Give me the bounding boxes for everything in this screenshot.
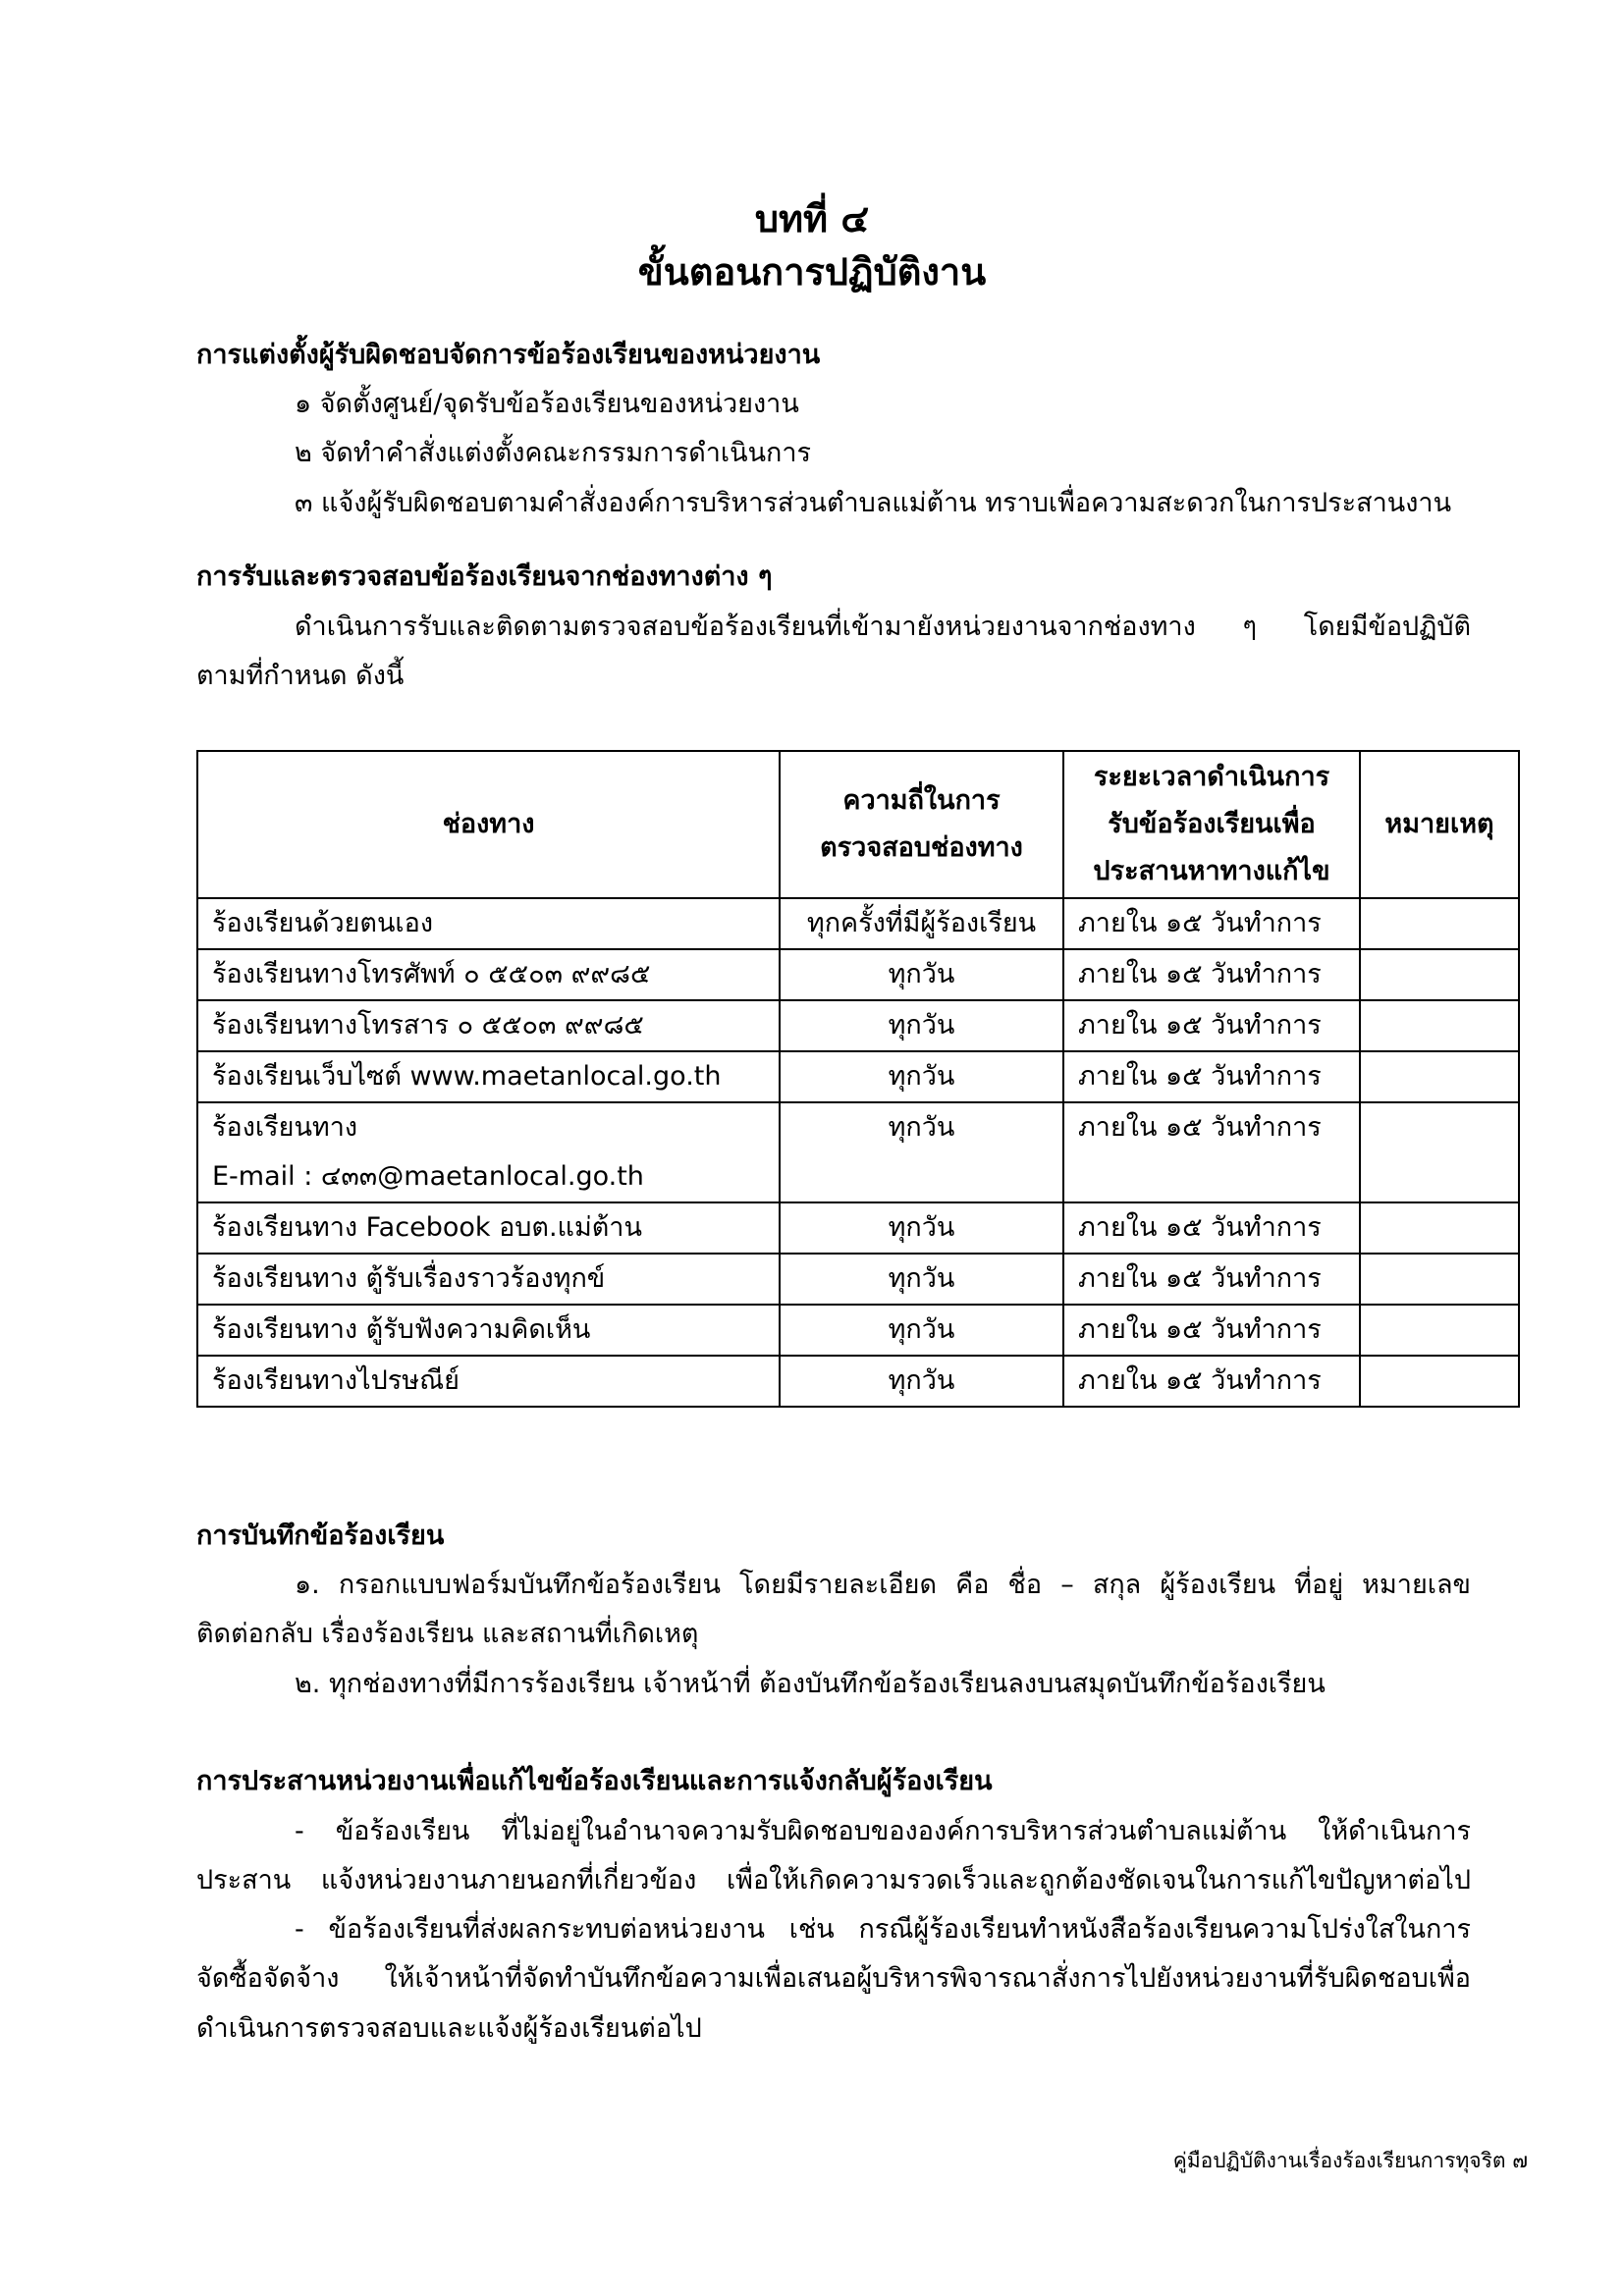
coordination-heading: การประสานหน่วยงานเพื่อแก้ไขข้อร้องเรียนและการแจ้งกลับผู้ร้องเรียน — [196, 1766, 993, 1796]
table-header-frequency: ความถี่ในการ ตรวจสอบช่องทาง — [780, 751, 1063, 898]
table-header-channel: ช่องทาง — [197, 751, 780, 898]
recording-item-line: ติดต่อกลับ เรื่องร้องเรียน และสถานที่เกิดเหตุ — [196, 1619, 699, 1649]
cell-frequency: ทุกวัน — [780, 1202, 1063, 1254]
cell-channel: ร้องเรียนทางโทรศัพท์ ๐ ๕๕๐๓ ๙๙๘๕ — [197, 949, 780, 1000]
appointment-item: ๑ จัดตั้งศูนย์/จุดรับข้อร้องเรียนของหน่วยงาน — [295, 389, 799, 419]
cell-note — [1360, 1356, 1519, 1407]
cell-channel: ร้องเรียนทางโทรสาร ๐ ๕๕๐๓ ๙๙๘๕ — [197, 1000, 780, 1051]
cell-frequency: ทุกวัน — [780, 1254, 1063, 1305]
appointment-item: ๓ แจ้งผู้รับผิดชอบตามคำสั่งองค์การบริหารส่วนตำบลแม่ต้าน ทราบเพื่อความสะดวกในการประสานงาน — [295, 488, 1452, 518]
coordination-paragraph-line: จัดซื้อจัดจ้าง ให้เจ้าหน้าที่จัดทำบันทึกข้อความเพื่อเสนอผู้บริหารพิจารณาสั่งการไปยังหน่วยงานที่รับผิดชอบเพื่อ — [196, 1963, 1471, 1994]
cell-frequency: ทุกวัน — [780, 1356, 1063, 1407]
cell-duration: ภายใน ๑๕ วันทำการ — [1063, 1051, 1360, 1102]
cell-duration: ภายใน ๑๕ วันทำการ — [1063, 1000, 1360, 1051]
page-footer: คู่มือปฏิบัติงานเรื่องร้องเรียนการทุจริต ๗ — [1172, 2149, 1528, 2172]
cell-duration: ภายใน ๑๕ วันทำการ — [1063, 898, 1360, 949]
receiving-paragraph-line: ตามที่กำหนด ดังนี้ — [196, 661, 405, 691]
appointment-heading: การแต่งตั้งผู้รับผิดชอบจัดการข้อร้องเรียนของหน่วยงาน — [196, 340, 821, 370]
table-row — [197, 1000, 1519, 1051]
table-row — [197, 1051, 1519, 1102]
table-header-row — [197, 751, 1519, 898]
cell-channel: ร้องเรียนทาง ตู้รับฟังความคิดเห็น — [197, 1305, 780, 1356]
cell-channel: ร้องเรียนทาง Facebook อบต.แม่ต้าน — [197, 1202, 780, 1254]
cell-duration: ภายใน ๑๕ วันทำการ — [1063, 1356, 1360, 1407]
chapter-subtitle: ขั้นตอนการปฏิบัติงาน — [637, 250, 987, 294]
receiving-paragraph-line: ดำเนินการรับและติดตามตรวจสอบข้อร้องเรียนที่เข้ามายังหน่วยงานจากช่องทาง ๆ โดยมีข้อปฏิบัติ — [295, 612, 1471, 642]
cell-channel: ร้องเรียนทาง E-mail : ๔๓๓@maetanlocal.go.th — [197, 1102, 780, 1202]
recording-heading: การบันทึกข้อร้องเรียน — [196, 1521, 445, 1551]
cell-note — [1360, 1051, 1519, 1102]
cell-channel: ร้องเรียนทางไปรษณีย์ — [197, 1356, 780, 1407]
cell-note — [1360, 898, 1519, 949]
chapter-title: บทที่ ๔ — [754, 197, 870, 240]
table-row — [197, 1356, 1519, 1407]
cell-duration: ภายใน ๑๕ วันทำการ — [1063, 1102, 1360, 1202]
table-header-duration: ระยะเวลาดำเนินการ รับข้อร้องเรียนเพื่อ ประสานหาทางแก้ไข — [1063, 751, 1360, 898]
cell-frequency: ทุกวัน — [780, 1000, 1063, 1051]
recording-item-line: ๒. ทุกช่องทางที่มีการร้องเรียน เจ้าหน้าที่ ต้องบันทึกข้อร้องเรียนลงบนสมุดบันทึกข้อร้องเรียน — [295, 1669, 1326, 1699]
table-row — [197, 949, 1519, 1000]
cell-duration: ภายใน ๑๕ วันทำการ — [1063, 1202, 1360, 1254]
complaint-channels-table — [196, 750, 1520, 1408]
cell-frequency: ทุกวัน — [780, 1305, 1063, 1356]
table-row — [197, 1254, 1519, 1305]
cell-note — [1360, 1254, 1519, 1305]
cell-channel: ร้องเรียนด้วยตนเอง — [197, 898, 780, 949]
cell-note — [1360, 1102, 1519, 1202]
table-row — [197, 898, 1519, 949]
coordination-paragraph-line: - ข้อร้องเรียนที่ส่งผลกระทบต่อหน่วยงาน เช่น กรณีผู้ร้องเรียนทำหนังสือร้องเรียนความโปร่งใสในการ — [295, 1914, 1471, 1945]
table-header-note: หมายเหตุ — [1360, 751, 1519, 898]
cell-note — [1360, 1000, 1519, 1051]
table-row — [197, 1102, 1519, 1202]
cell-frequency: ทุกครั้งที่มีผู้ร้องเรียน — [780, 898, 1063, 949]
cell-frequency: ทุกวัน — [780, 949, 1063, 1000]
table-row — [197, 1305, 1519, 1356]
cell-duration: ภายใน ๑๕ วันทำการ — [1063, 949, 1360, 1000]
table-row — [197, 1202, 1519, 1254]
appointment-item: ๒ จัดทำคำสั่งแต่งตั้งคณะกรรมการดำเนินการ — [295, 438, 812, 468]
coordination-paragraph-line: ประสาน แจ้งหน่วยงานภายนอกที่เกี่ยวข้อง เพื่อให้เกิดความรวดเร็วและถูกต้องชัดเจนในการแก้ไขปัญหาต่อไป — [196, 1865, 1471, 1896]
cell-duration: ภายใน ๑๕ วันทำการ — [1063, 1305, 1360, 1356]
cell-frequency: ทุกวัน — [780, 1102, 1063, 1202]
recording-item-line: ๑. กรอกแบบฟอร์มบันทึกข้อร้องเรียน โดยมีรายละเอียด คือ ชื่อ – สกุล ผู้ร้องเรียน ที่อยู่ หมายเลข — [295, 1570, 1471, 1600]
cell-note — [1360, 1202, 1519, 1254]
cell-frequency: ทุกวัน — [780, 1051, 1063, 1102]
coordination-paragraph-line: - ข้อร้องเรียน ที่ไม่อยู่ในอำนาจความรับผิดชอบขององค์การบริหารส่วนตำบลแม่ต้าน ให้ดำเนินการ — [295, 1816, 1471, 1846]
cell-channel: ร้องเรียนเว็บไซต์ www.maetanlocal.go.th — [197, 1051, 780, 1102]
cell-note — [1360, 949, 1519, 1000]
receiving-heading: การรับและตรวจสอบข้อร้องเรียนจากช่องทางต่าง ๆ — [196, 561, 773, 592]
cell-channel: ร้องเรียนทาง ตู้รับเรื่องราวร้องทุกข์ — [197, 1254, 780, 1305]
cell-note — [1360, 1305, 1519, 1356]
cell-duration: ภายใน ๑๕ วันทำการ — [1063, 1254, 1360, 1305]
coordination-paragraph-line: ดำเนินการตรวจสอบและแจ้งผู้ร้องเรียนต่อไป — [196, 2013, 702, 2044]
